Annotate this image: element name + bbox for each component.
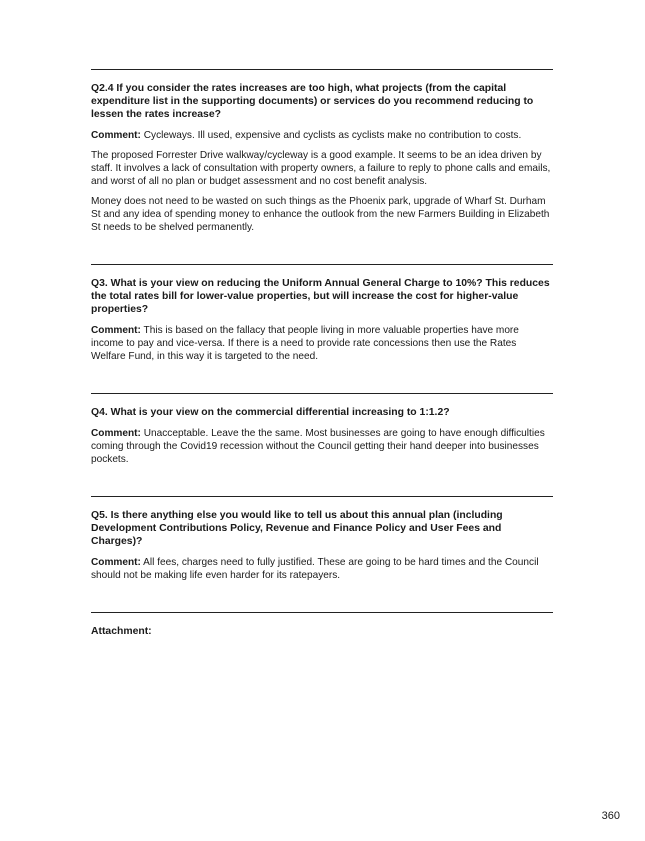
comment-label: Comment: [91, 557, 141, 568]
comment-paragraph: The proposed Forrester Drive walkway/cycleway is a good example. It seems to be an idea driven by staff. It involves a lack of consultation with property owners, a failure to reply to phone calls and emails, and worst of all no plan or budget assessment and no cost benefit analysis. [91, 150, 551, 187]
attachment-label: Attachment: [91, 626, 152, 637]
question-q2-4: Q2.4 If you consider the rates increases are too high, what projects (from the capital expenditure list in the supporting documents) or services do you recommend reducing to lessen the rates increase? [91, 83, 534, 120]
question-section-q5 [91, 509, 553, 582]
comment-q5 [91, 556, 553, 582]
comment-label: Comment: [91, 325, 141, 336]
comment-label: Comment: [91, 130, 141, 141]
section-divider [91, 264, 553, 265]
question-section-q3 [91, 277, 553, 363]
question-section-q2-4 [91, 82, 553, 234]
question-section-q4 [91, 406, 553, 466]
comment-text: All fees, charges need to fully justified. These are going to be hard times and the Council should not be making life even harder for its ratepayers. [91, 557, 539, 581]
question-q3: Q3. What is your view on reducing the Uniform Annual General Charge to 10%? This reduces the total rates bill for lower-value properties, but will increase the cost for higher-value properties? [91, 278, 550, 315]
section-divider [91, 612, 553, 613]
comment-text: Unacceptable. Leave the the same. Most businesses are going to have enough difficulties coming through the Covid19 recession without the Council getting their hand deeper into businesses pockets. [91, 428, 545, 465]
comment-q2-4 [91, 129, 553, 142]
section-divider [91, 393, 553, 394]
section-divider [91, 69, 553, 70]
comment-paragraph: Money does not need to be wasted on such things as the Phoenix park, upgrade of Wharf St. Durham St and any idea of spending money to enhance the outlook from the new Farmers Building in Elizabeth St needs to be shelved permanently. [91, 196, 550, 233]
document-body [91, 69, 553, 646]
page-number: 360 [601, 810, 620, 822]
section-divider [91, 496, 553, 497]
question-q5: Q5. Is there anything else you would like to tell us about this annual plan (including Development Contributions Policy, Revenue and Finance Policy and User Fees and Charges)? [91, 510, 503, 547]
comment-q4 [91, 427, 553, 466]
comment-label: Comment: [91, 428, 141, 439]
comment-q3 [91, 324, 553, 363]
comment-text: This is based on the fallacy that people living in more valuable properties have more income to pay and vice-versa. If there is a need to provide rate concessions then use the Rates Welfare Fund, in this way it is targeted to the need. [91, 325, 519, 362]
question-q4: Q4. What is your view on the commercial differential increasing to 1:1.2? [91, 407, 450, 418]
comment-text: Cycleways. Ill used, expensive and cyclists as cyclists make no contribution to costs. [143, 130, 522, 141]
